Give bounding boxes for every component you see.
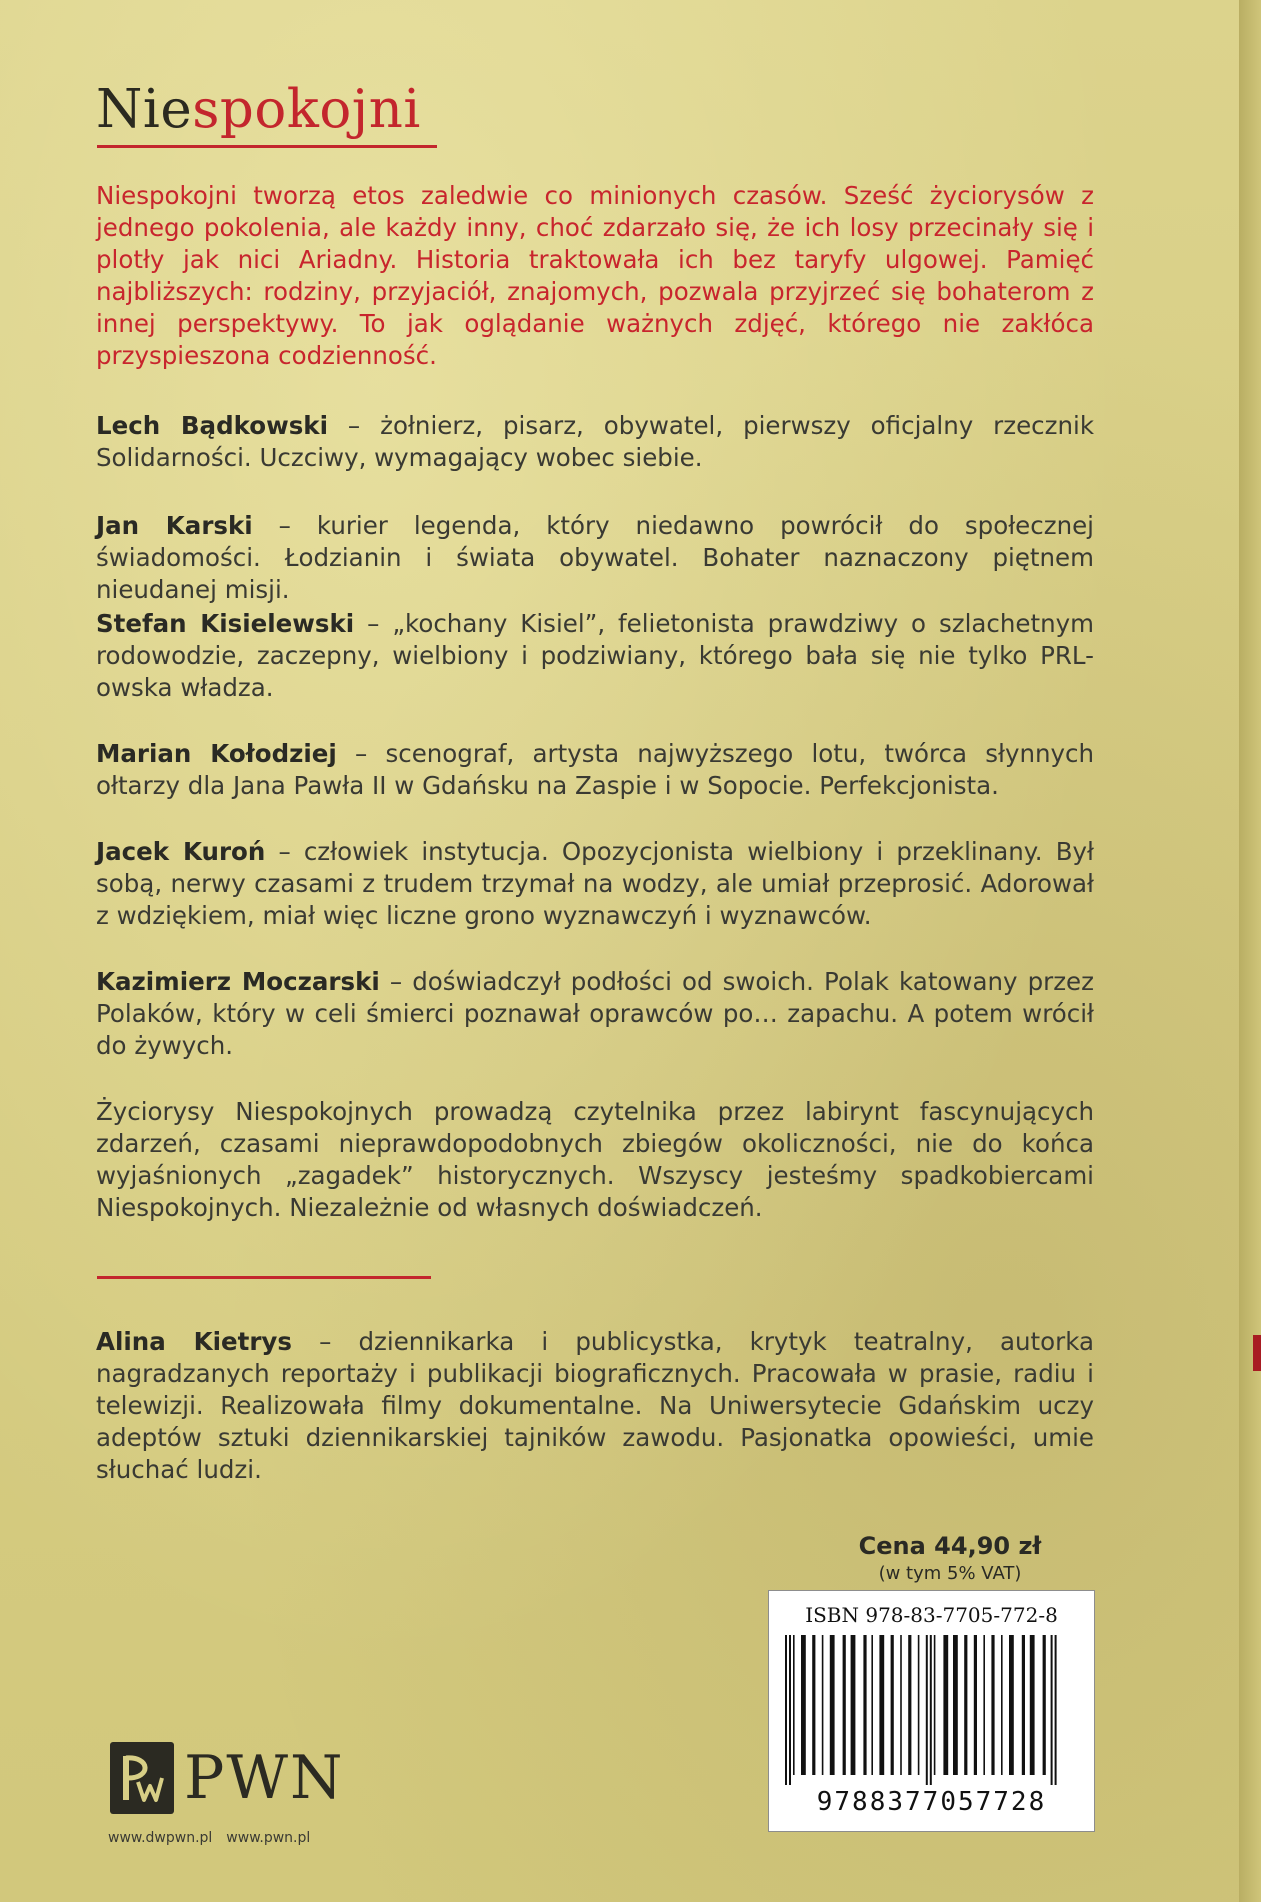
publisher-website-2[interactable]: www.pwn.pl [226, 1830, 311, 1846]
bio-paragraph [96, 836, 1094, 932]
barcode-bar [930, 1635, 932, 1785]
bio-paragraph [96, 738, 1094, 802]
barcode [781, 1635, 1081, 1785]
barcode-bar [879, 1635, 884, 1775]
bio-name: Kazimierz Moczarski [96, 967, 380, 996]
price-block [800, 1530, 1100, 1586]
isbn-barcode-box [768, 1590, 1095, 1832]
bio-text: – człowiek instytucja. Opozycjonista wielbiony i przeklinany. Był sobą, nerwy czasami z trudem trzymał na wodzy, ale umiał przeprosić. Adorował z wdziękiem, miał więc liczne grono wyznawczyń i wyznawców. [96, 837, 1094, 930]
bio-paragraph [96, 410, 1094, 474]
isbn-label: ISBN 978-83-7705-772-8 [805, 1603, 1058, 1627]
barcode-bar [943, 1635, 948, 1775]
barcode-bar [926, 1635, 928, 1785]
lead-paragraph: Niespokojni tworzą etos zaledwie co minionych czasów. Sześć życiorysów z jednego pokolenia, ale każdy inny, choć zdarzało się, że ich losy przecinały się i plotły jak nici Ariadny. Historia traktowała ich bez taryfy ulgowej. Pamięć najbliższych: rodziny, przyjaciół, znajomych, pozwala przyjrzeć się bohaterom z innej perspektywy. To jak oglądanie ważnych zdjęć, którego nie zakłóca przyspieszona codzienność. [96, 181, 1094, 370]
cover-edge [1239, 0, 1261, 1902]
barcode-bar [822, 1635, 824, 1775]
barcode-bar [908, 1635, 911, 1775]
bio-name: Stefan Kisielewski [96, 609, 355, 638]
title-underline [97, 145, 437, 148]
barcode-bar [851, 1635, 856, 1775]
publisher-logo [110, 1740, 345, 1815]
red-ribbon-tab [1253, 1335, 1261, 1371]
bio-text: – doświadczył podłości od swoich. Polak katowany przez Polaków, który w celi śmierci poznawał oprawców po… zapachu. A potem wrócił do żywych. [96, 967, 1094, 1060]
barcode-bar [1055, 1635, 1057, 1785]
price: Cena 44,90 zł [858, 1532, 1042, 1560]
author-bio [96, 1326, 1094, 1486]
bio-name: Jan Karski [96, 511, 253, 540]
barcode-bar [871, 1635, 873, 1775]
barcode-bar [830, 1635, 835, 1775]
barcode-bar [1022, 1635, 1025, 1775]
bio-name: Marian Kołodziej [96, 739, 337, 768]
author-name: Alina Kietrys [96, 1327, 292, 1356]
barcode-digits: 9788377057728 [816, 1787, 1047, 1817]
barcode-bar [891, 1635, 894, 1775]
barcode-bar [812, 1635, 815, 1775]
barcode-bar [953, 1635, 958, 1775]
barcode-bar [801, 1635, 806, 1775]
barcode-bar [785, 1635, 787, 1785]
barcode-bar [964, 1635, 967, 1775]
bio-text: – scenograf, artysta najwyższego lotu, twórca słynnych ołtarzy dla Jana Pawła II w Gdańsku na Zaspie i w Sopocie. Perfekcjonista. [96, 739, 1094, 800]
section-divider [97, 1276, 431, 1279]
barcode-bar [1043, 1635, 1046, 1775]
bio-name: Lech Bądkowski [96, 411, 328, 440]
barcode-bar [991, 1635, 994, 1775]
publisher-websites [108, 1830, 310, 1846]
bio-text: – żołnierz, pisarz, obywatel, pierwszy oficjalny rzecznik Solidarności. Uczciwy, wymagający wobec siebie. [96, 411, 1095, 472]
bio-paragraph [96, 510, 1094, 606]
publisher-website-1[interactable]: www.dwpwn.pl [108, 1830, 213, 1846]
barcode-bar [974, 1635, 977, 1775]
bio-text: – kurier legenda, który niedawno powrócił do społecznej świadomości. Łodzianin i świata obywatel. Bohater naznaczony piętnem nieudanej misji. [96, 511, 1094, 604]
bio-text: – „kochany Kisiel”, felietonista prawdziwy o szlachetnym rodowodzie, zaczepny, wielbiony i podziwiany, którego bała się nie tylko PRL-owska władza. [96, 609, 1094, 702]
bio-name: Jacek Kuroń [96, 837, 266, 866]
barcode-bar [793, 1635, 795, 1775]
barcode-bar [789, 1635, 791, 1785]
barcode-bar [983, 1635, 985, 1775]
bio-paragraph [96, 608, 1094, 704]
closing-paragraph: Życiorysy Niespokojnych prowadzą czytelnika przez labirynt fascynujących zdarzeń, czasami nieprawdopodobnych zbiegów okoliczności, nie do końca wyjaśnionych „zagadek” historycznych. Wszyscy jesteśmy spadkobiercami Niespokojnych. Niezależnie od własnych doświadczeń. [96, 1097, 1094, 1222]
book-title-part1: Nie [96, 79, 193, 140]
price-vat: (w tym 5% VAT) [878, 1563, 1022, 1584]
barcode-bar [918, 1635, 920, 1775]
bio-paragraph [96, 966, 1094, 1062]
barcode-bar [1009, 1635, 1014, 1775]
barcode-bar [1030, 1635, 1035, 1775]
barcode-bar [843, 1635, 846, 1775]
barcode-bar [900, 1635, 902, 1775]
pwn-logo-mark-icon [110, 1742, 174, 1814]
publisher-name: PWN [184, 1742, 345, 1813]
book-title [96, 78, 421, 142]
barcode-bar [1001, 1635, 1003, 1775]
author-text: – dziennikarka i publicystka, krytyk teatralny, autorka nagradzanych reportaży i publikacji biograficznych. Pracowała w prasie, radiu i telewizji. Realizowała filmy dokumentalne. Na Uniwersytecie Gdańskim uczy adeptów sztuki dziennikarskiej tajników zawodu. Pasjonatka opowieści, umie słuchać ludzi. [96, 1327, 1094, 1484]
book-title-part2: spokojni [192, 79, 421, 140]
barcode-bar [934, 1635, 936, 1775]
barcode-bar [863, 1635, 866, 1775]
barcode-bar [1051, 1635, 1053, 1785]
